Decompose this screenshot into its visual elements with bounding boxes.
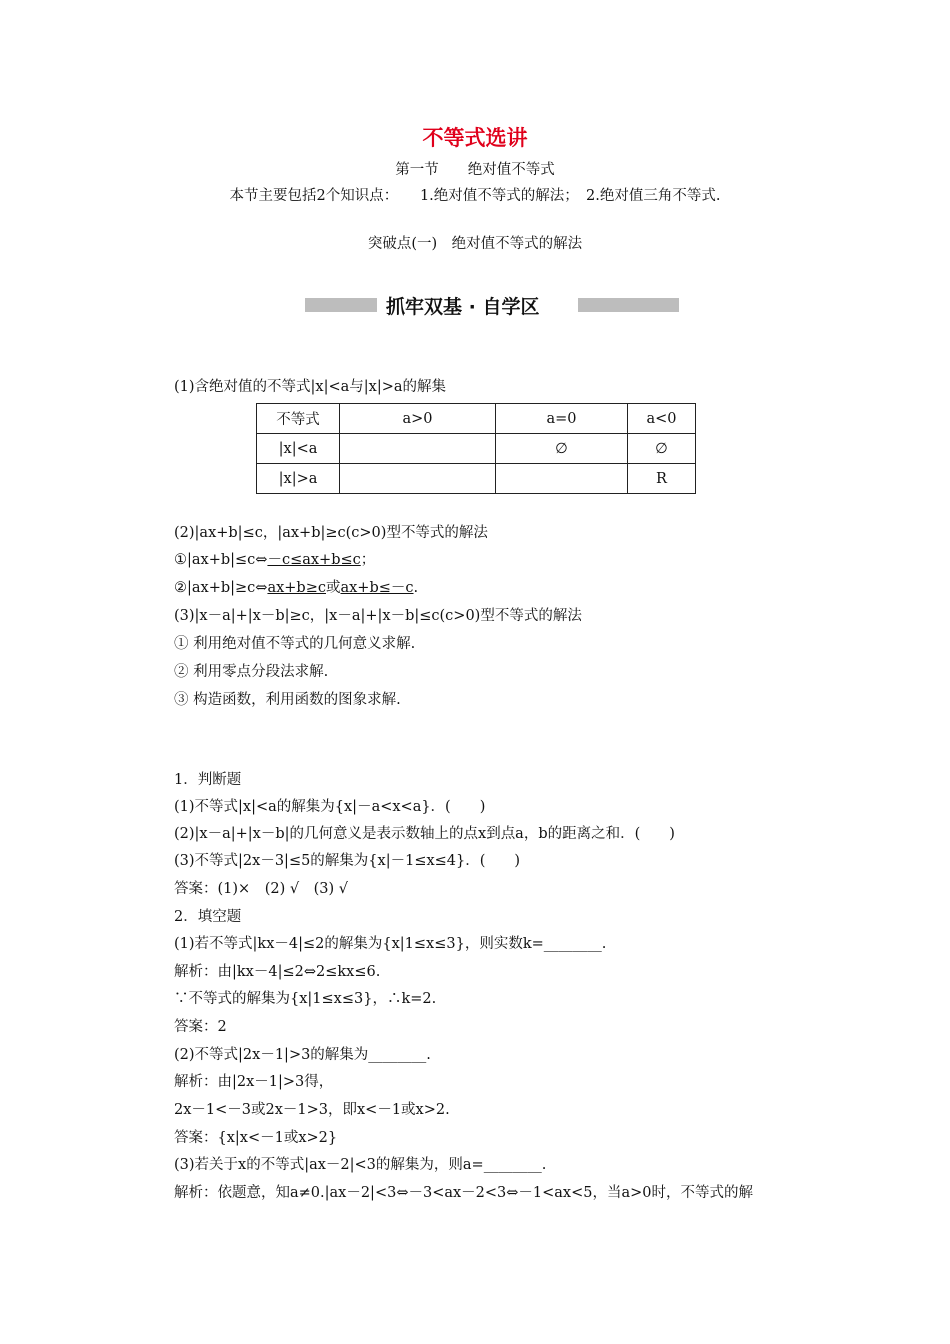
table-cell	[340, 434, 496, 464]
knowledge-p2: (2)|ax+b|≤c，|ax+b|≥c(c>0)型不等式的解法	[174, 525, 488, 541]
knowledge-p3: (3)|x－a|+|x－b|≥c，|x－a|+|x－b|≤c(c>0)型不等式的解法	[174, 608, 582, 624]
banner	[0, 290, 950, 320]
exercise-q1-2: (2)|x－a|+|x－b|的几何意义是表示数轴上的点x到点a，b的距离之和．( )	[174, 826, 675, 842]
exercise-q2-1: (1)若不等式|kx－4|≤2的解集为{x|1≤x≤3}，则实数k=________.	[174, 936, 607, 952]
exercise-q2-1-analysis-b: ∵不等式的解集为{x|1≤x≤3}，∴k=2.	[174, 991, 437, 1007]
banner-text: 抓牢双基 · 自学区	[386, 296, 540, 318]
p2a-prefix: ①|ax+b|≤c⇔	[174, 552, 268, 568]
document-title: 不等式选讲	[422, 126, 528, 150]
p2a-answer: －c≤ax+b≤c	[267, 552, 361, 568]
exercise-q1-answer: 答案：(1)× (2) √ (3) √	[174, 881, 348, 897]
exercise-q1-1: (1)不等式|x|<a的解集为{x|－a<x<a}．( )	[174, 799, 486, 815]
exercise-q1-3: (3)不等式|2x－3|≤5的解集为{x|－1≤x≤4}．( )	[174, 853, 521, 869]
table-cell: R	[628, 464, 696, 494]
p2b-mid: 或	[325, 580, 341, 596]
breakpoint-heading: 突破点(一) 绝对值不等式的解法	[367, 236, 583, 252]
exercise-q2-3: (3)若关于x的不等式|ax－2|<3的解集为，则a=________.	[174, 1157, 547, 1173]
banner-bar-left	[305, 298, 377, 312]
table-header-cell: a<0	[628, 404, 696, 434]
banner-bar-right	[578, 298, 679, 312]
solution-set-table	[256, 403, 696, 494]
exercise-q2-2-analysis-a: 解析：由|2x－1|>3得，	[174, 1074, 334, 1090]
knowledge-p1: (1)含绝对值的不等式|x|<a与|x|>a的解集	[174, 379, 447, 395]
knowledge-p3b: ② 利用零点分段法求解.	[174, 664, 329, 680]
section-intro: 本节主要包括2个知识点： 1.绝对值不等式的解法； 2.绝对值三角不等式.	[229, 188, 721, 204]
table-cell: ∅	[628, 434, 696, 464]
table-row	[257, 434, 696, 464]
exercise-q2-1-answer: 答案：2	[174, 1019, 227, 1035]
table-header-cell: a>0	[340, 404, 496, 434]
table-header-row	[257, 404, 696, 434]
section-heading: 第一节 绝对值不等式	[395, 162, 555, 178]
knowledge-p3a: ① 利用绝对值不等式的几何意义求解.	[174, 636, 416, 652]
knowledge-p2a	[174, 548, 375, 569]
p2b-suffix: .	[413, 580, 419, 596]
exercise-q2: 2．填空题	[174, 909, 242, 925]
p2b-prefix: ②|ax+b|≥c⇔	[174, 580, 268, 596]
table-cell: ∅	[496, 434, 628, 464]
exercise-q2-3-analysis: 解析：依题意，知a≠0.|ax－2|<3⇔－3<ax－2<3⇔－1<ax<5，当a>0时，不等式的解	[174, 1185, 754, 1201]
table-header-cell: a=0	[496, 404, 628, 434]
exercise-q2-1-analysis-a: 解析：由|kx－4|≤2⇔2≤kx≤6.	[174, 964, 381, 980]
knowledge-p2b	[174, 576, 418, 597]
p2b-answer-1: ax+b≥c	[267, 580, 326, 596]
exercise-q2-2-analysis-b: 2x－1<－3或2x－1>3，即x<－1或x>2.	[174, 1102, 450, 1118]
exercise-q2-2: (2)不等式|2x－1|>3的解集为________.	[174, 1047, 431, 1063]
exercise-q1: 1．判断题	[174, 772, 242, 788]
exercise-q2-2-answer: 答案：{x|x<－1或x>2}	[174, 1130, 338, 1146]
knowledge-p3c: ③ 构造函数，利用函数的图象求解.	[174, 692, 401, 708]
table-cell: |x|>a	[257, 464, 340, 494]
table-cell	[340, 464, 496, 494]
p2b-answer-2: ax+b≤－c	[340, 580, 414, 596]
table-cell: |x|<a	[257, 434, 340, 464]
table-header-cell: 不等式	[257, 404, 340, 434]
table-cell	[496, 464, 628, 494]
table-row	[257, 464, 696, 494]
p2a-suffix: ；	[360, 552, 376, 568]
